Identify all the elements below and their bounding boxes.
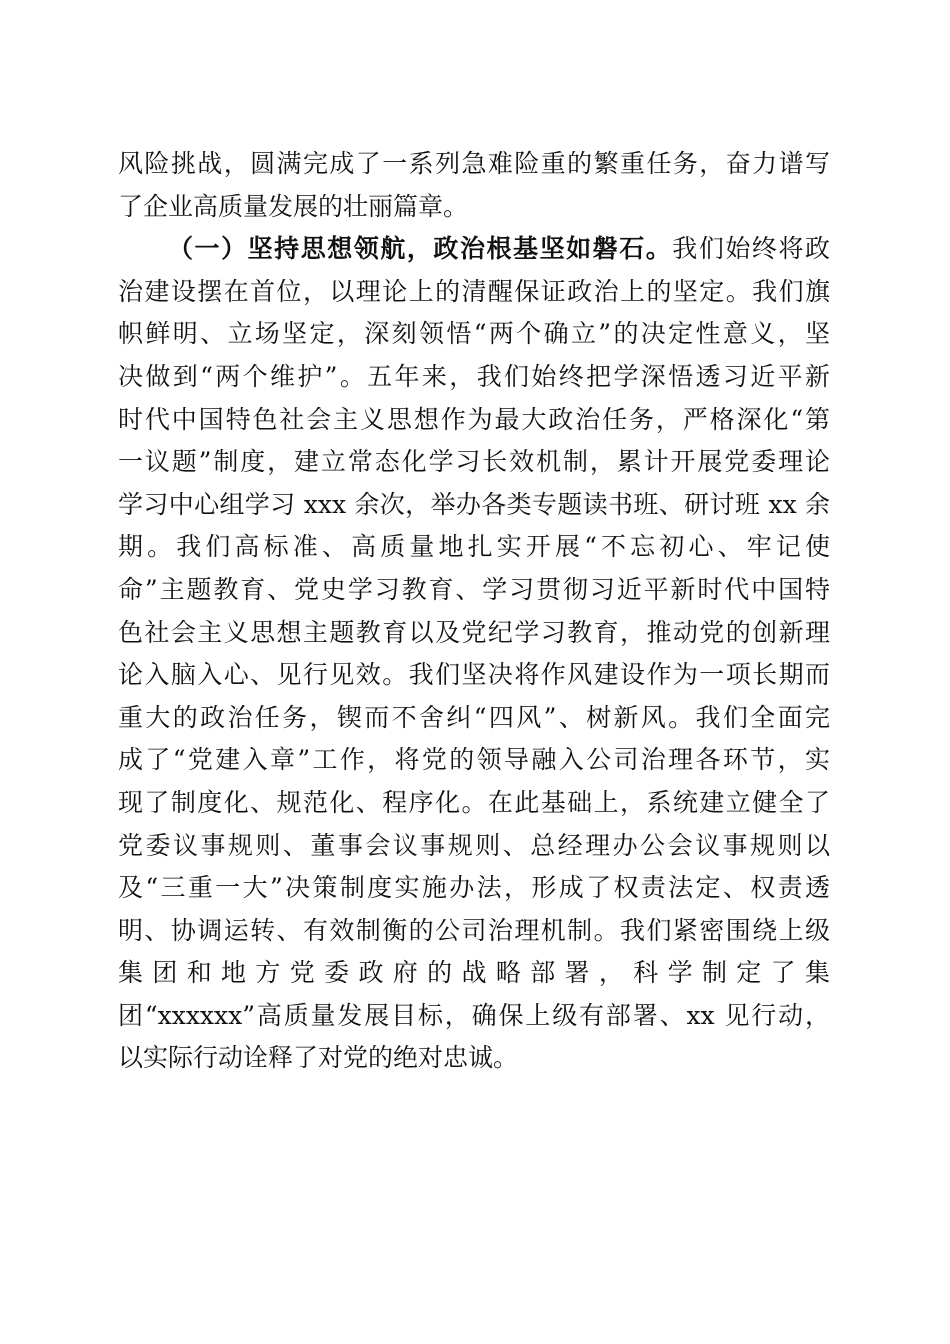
text-line: 党委议事规则、董事会议事规则、总经理办公会议事规则以 bbox=[118, 830, 830, 860]
text-line: 期。我们高标准、高质量地扎实开展“不忘初心、牢记使 bbox=[118, 532, 830, 562]
text-line: 及“三重一大”决策制度实施办法，形成了权责法定、权责透 bbox=[118, 873, 830, 903]
text-line: 时代中国特色社会主义思想作为最大政治任务，严格深化“第 bbox=[118, 404, 830, 434]
text-line: 集团和地方党委政府的战略部署，科学制定了集 bbox=[118, 958, 830, 988]
text-run: 我们始终将政 bbox=[672, 234, 830, 264]
text-line: 论入脑入心、见行见效。我们坚决将作风建设作为一项长期而 bbox=[118, 660, 830, 690]
text-line: 成了“党建入章”工作，将党的领导融入公司治理各环节，实 bbox=[118, 745, 830, 775]
text-line: 风险挑战，圆满完成了一系列急难险重的繁重任务，奋力谱写 bbox=[118, 149, 830, 178]
text-line: 明、协调运转、有效制衡的公司治理机制。我们紧密围绕上级 bbox=[118, 915, 830, 945]
paragraph-first-line bbox=[118, 228, 830, 271]
text-line: 学习中心组学习 xxx 余次，举办各类专题读书班、研讨班 xx 余 bbox=[118, 489, 830, 519]
text-line: 决做到“两个维护”。五年来，我们始终把学深悟透习近平新 bbox=[118, 361, 830, 391]
text-line: 帜鲜明、立场坚定，深刻领悟“两个确立”的决定性意义，坚 bbox=[118, 319, 830, 349]
text-line: 治建设摆在首位，以理论上的清醒保证政治上的坚定。我们旗 bbox=[118, 276, 830, 306]
text-line: 以实际行动诠释了对党的绝对忠诚。 bbox=[118, 1043, 519, 1073]
text-line: 重大的政治任务，锲而不舍纠“四风”、树新风。我们全面完 bbox=[118, 702, 830, 732]
document-body bbox=[118, 143, 830, 1080]
text-line: 了企业高质量发展的壮丽篇章。 bbox=[118, 191, 469, 221]
text-line: 现了制度化、规范化、程序化。在此基础上，系统建立健全了 bbox=[118, 787, 830, 817]
text-line: 色社会主义思想主题教育以及党纪学习教育，推动党的创新理 bbox=[118, 617, 830, 647]
text-line: 一议题”制度，建立常态化学习长效机制，累计开展党委理论 bbox=[118, 447, 830, 477]
text-line: 团“xxxxxx”高质量发展目标，确保上级有部署、xx 见行动， bbox=[118, 1000, 830, 1030]
text-line: 命”主题教育、党史学习教育、学习贯彻习近平新时代中国特 bbox=[118, 574, 830, 604]
section-heading: （一）坚持思想领航，政治根基坚如磐石。 bbox=[168, 234, 673, 264]
